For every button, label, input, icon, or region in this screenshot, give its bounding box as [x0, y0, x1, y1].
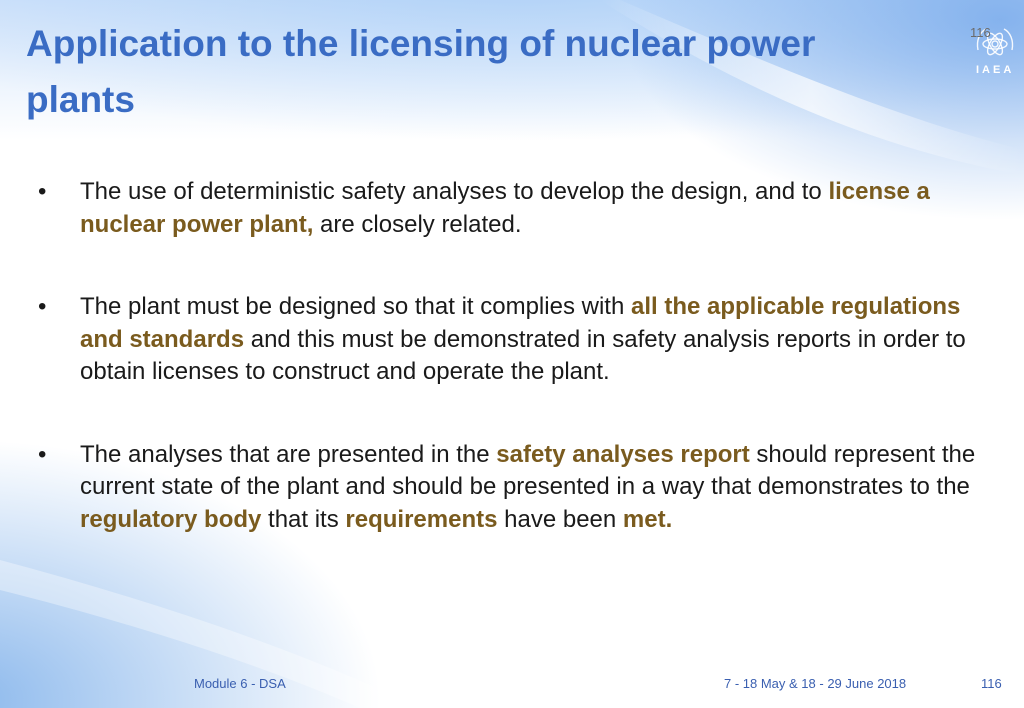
bullet-text: are closely related. — [313, 210, 522, 238]
bullet-dot-icon: • — [38, 178, 47, 205]
bullet-text: have been — [497, 505, 623, 533]
bullet-text: The plant must be designed so that it complies with — [80, 293, 631, 320]
bullet-text: should represent the current state of the plant and should be presented in a way that demonstrates to the — [80, 440, 976, 500]
bullet-text: The use of deterministic safety analyses to develop the design, and to — [80, 178, 829, 205]
bullet-dot-icon: • — [38, 293, 47, 320]
bullet-item — [36, 439, 996, 537]
bullet-list — [36, 176, 996, 536]
bullet-dot-icon: • — [38, 440, 47, 468]
footer-dates: 7 - 18 May & 18 - 29 June 2018 — [724, 676, 907, 691]
bullet-text: that its — [261, 505, 346, 533]
iaea-logo-text: IAEA — [976, 64, 1015, 76]
footer-page-number: 116 — [981, 676, 1002, 691]
bullet-text: The analyses that are presented in the — [80, 440, 497, 468]
highlighted-text: all the applicable regulations and standards — [80, 293, 961, 353]
highlighted-text: regulatory body — [80, 505, 262, 533]
footer-module: Module 6 - DSA — [194, 676, 286, 691]
highlighted-text: met. — [622, 505, 673, 533]
bullet-item — [36, 176, 996, 241]
bullet-text: and this must be demonstrated in safety analysis reports in order to obtain licenses to construct and operate the plant. — [80, 325, 966, 385]
highlighted-text: requirements — [345, 505, 498, 533]
bullet-item — [36, 291, 996, 389]
highlighted-text: license a nuclear power plant, — [80, 178, 930, 238]
highlighted-text: safety analyses report — [496, 440, 750, 468]
page-number-top: 116 — [970, 25, 991, 40]
slide-title: Application to the licensing of nuclear power plants — [26, 23, 816, 120]
